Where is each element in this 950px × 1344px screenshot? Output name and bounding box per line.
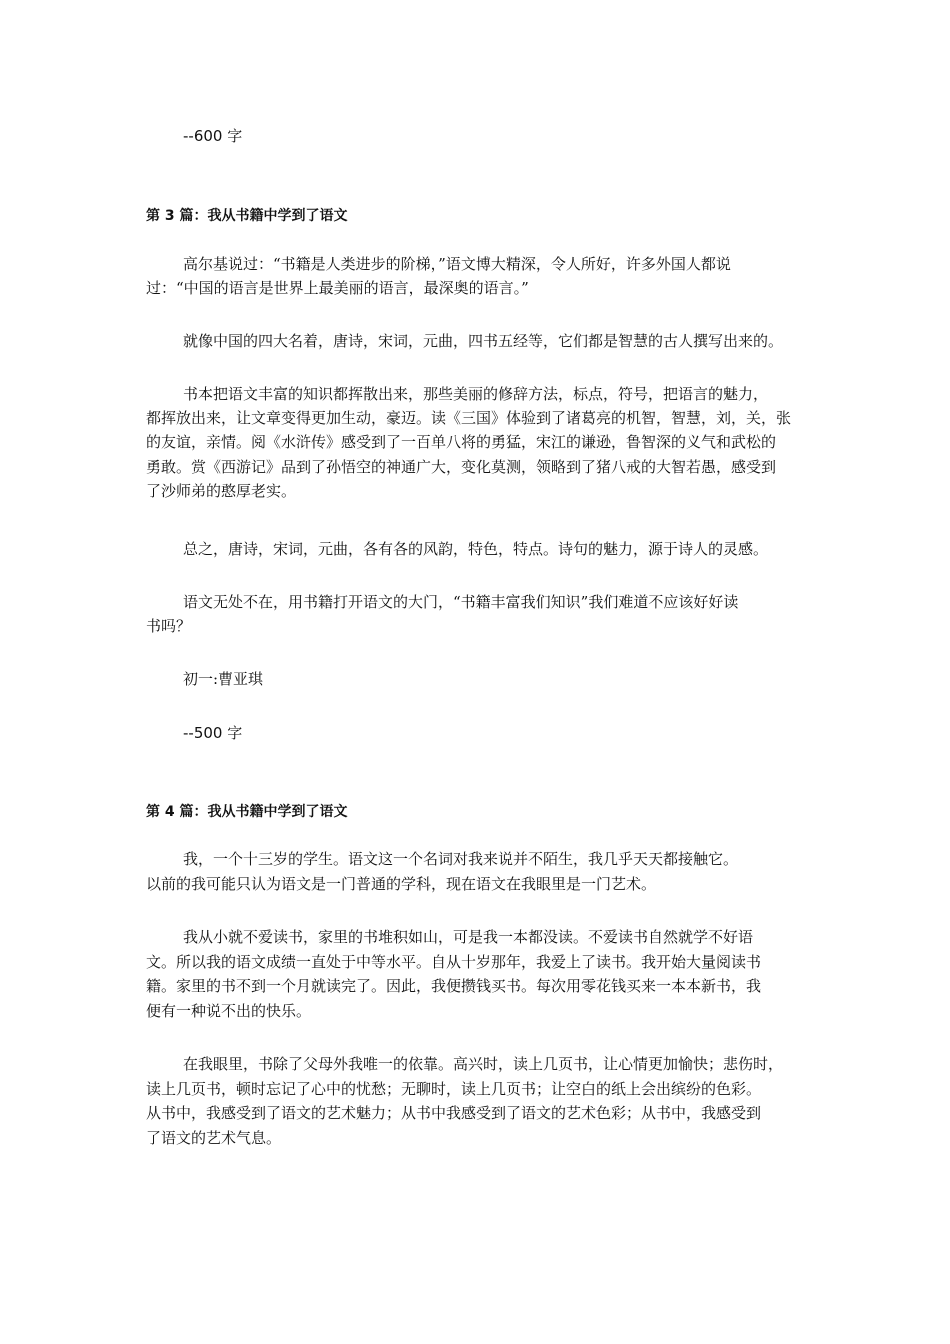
article-3-p1-line-1: 高尔基说过：“书籍是人类进步的阶梯，”语文博大精深，令人所好，许多外国人都说 <box>183 255 731 273</box>
article-4-p3-line-1: 在我眼里，书除了父母外我唯一的依靠。高兴时，读上几页书，让心情更加愉快；悲伤时， <box>183 1055 784 1073</box>
article-4-p3-line-3: 从书中，我感受到了语文的艺术魅力；从书中我感受到了语文的艺术色彩；从书中，我感受到 <box>146 1104 762 1122</box>
article-3-p3-line-4: 勇敢。赏《西游记》品到了孙悟空的神通广大，变化莫测，领略到了猪八戒的大智若愚，感受到 <box>146 458 777 476</box>
article-3-word-count: --500 字 <box>183 724 243 742</box>
article-4-heading: 第 4 篇：我从书籍中学到了语文 <box>146 804 348 820</box>
article-3-p1-line-2: 过：“中国的语言是世界上最美丽的语言，最深奥的语言。” <box>146 279 529 297</box>
article-3-p2-line-1: 就像中国的四大名着，唐诗，宋词，元曲，四书五经等，它们都是智慧的古人撰写出来的。 <box>183 332 784 350</box>
article-3-p5-line-2: 书吗？ <box>146 617 192 635</box>
article-3-p5-line-1: 语文无处不在，用书籍打开语文的大门，“书籍丰富我们知识”我们难道不应该好好读 <box>183 593 739 611</box>
article-4-p1-line-1: 我，一个十三岁的学生。语文这一个名词对我来说并不陌生，我几乎天天都接触它。 <box>183 850 739 868</box>
word-count-prev: --600 字 <box>183 127 243 145</box>
article-4-p3-line-4: 了语文的艺术气息。 <box>146 1129 282 1147</box>
article-3-p3-line-5: 了沙师弟的憨厚老实。 <box>146 482 297 500</box>
article-3-p3-line-1: 书本把语文丰富的知识都挥散出来，那些美丽的修辞方法，标点，符号，把语言的魅力， <box>183 385 769 403</box>
article-3-p4-line-1: 总之，唐诗，宋词，元曲，各有各的风韵，特色，特点。诗句的魅力，源于诗人的灵感。 <box>183 540 769 558</box>
article-4-p2-line-4: 便有一种说不出的快乐。 <box>146 1002 312 1020</box>
article-4-p2-line-1: 我从小就不爱读书，家里的书堆积如山，可是我一本都没读。不爱读书自然就学不好语 <box>183 928 754 946</box>
article-4-p3-line-2: 读上几页书，顿时忘记了心中的忧愁；无聊时，读上几页书；让空白的纸上会出缤纷的色彩。 <box>146 1080 762 1098</box>
article-4-p2-line-3: 籍。家里的书不到一个月就读完了。因此，我便攒钱买书。每次用零花钱买来一本本新书，我 <box>146 977 762 995</box>
article-3-p3-line-2: 都挥放出来，让文章变得更加生动，豪迈。读《三国》体验到了诸葛亮的机智，智慧，刘，关，张 <box>146 409 792 427</box>
article-3-author: 初一:曹亚琪 <box>183 670 264 688</box>
article-4-p2-line-2: 文。所以我的语文成绩一直处于中等水平。自从十岁那年，我爱上了读书。我开始大量阅读书 <box>146 953 762 971</box>
article-4-p1-line-2: 以前的我可能只认为语文是一门普通的学科，现在语文在我眼里是一门艺术。 <box>146 875 657 893</box>
article-3-heading: 第 3 篇：我从书籍中学到了语文 <box>146 208 348 224</box>
article-3-p3-line-3: 的友谊，亲情。阅《水浒传》感受到了一百单八将的勇猛，宋江的谦逊，鲁智深的义气和武松的 <box>146 433 777 451</box>
